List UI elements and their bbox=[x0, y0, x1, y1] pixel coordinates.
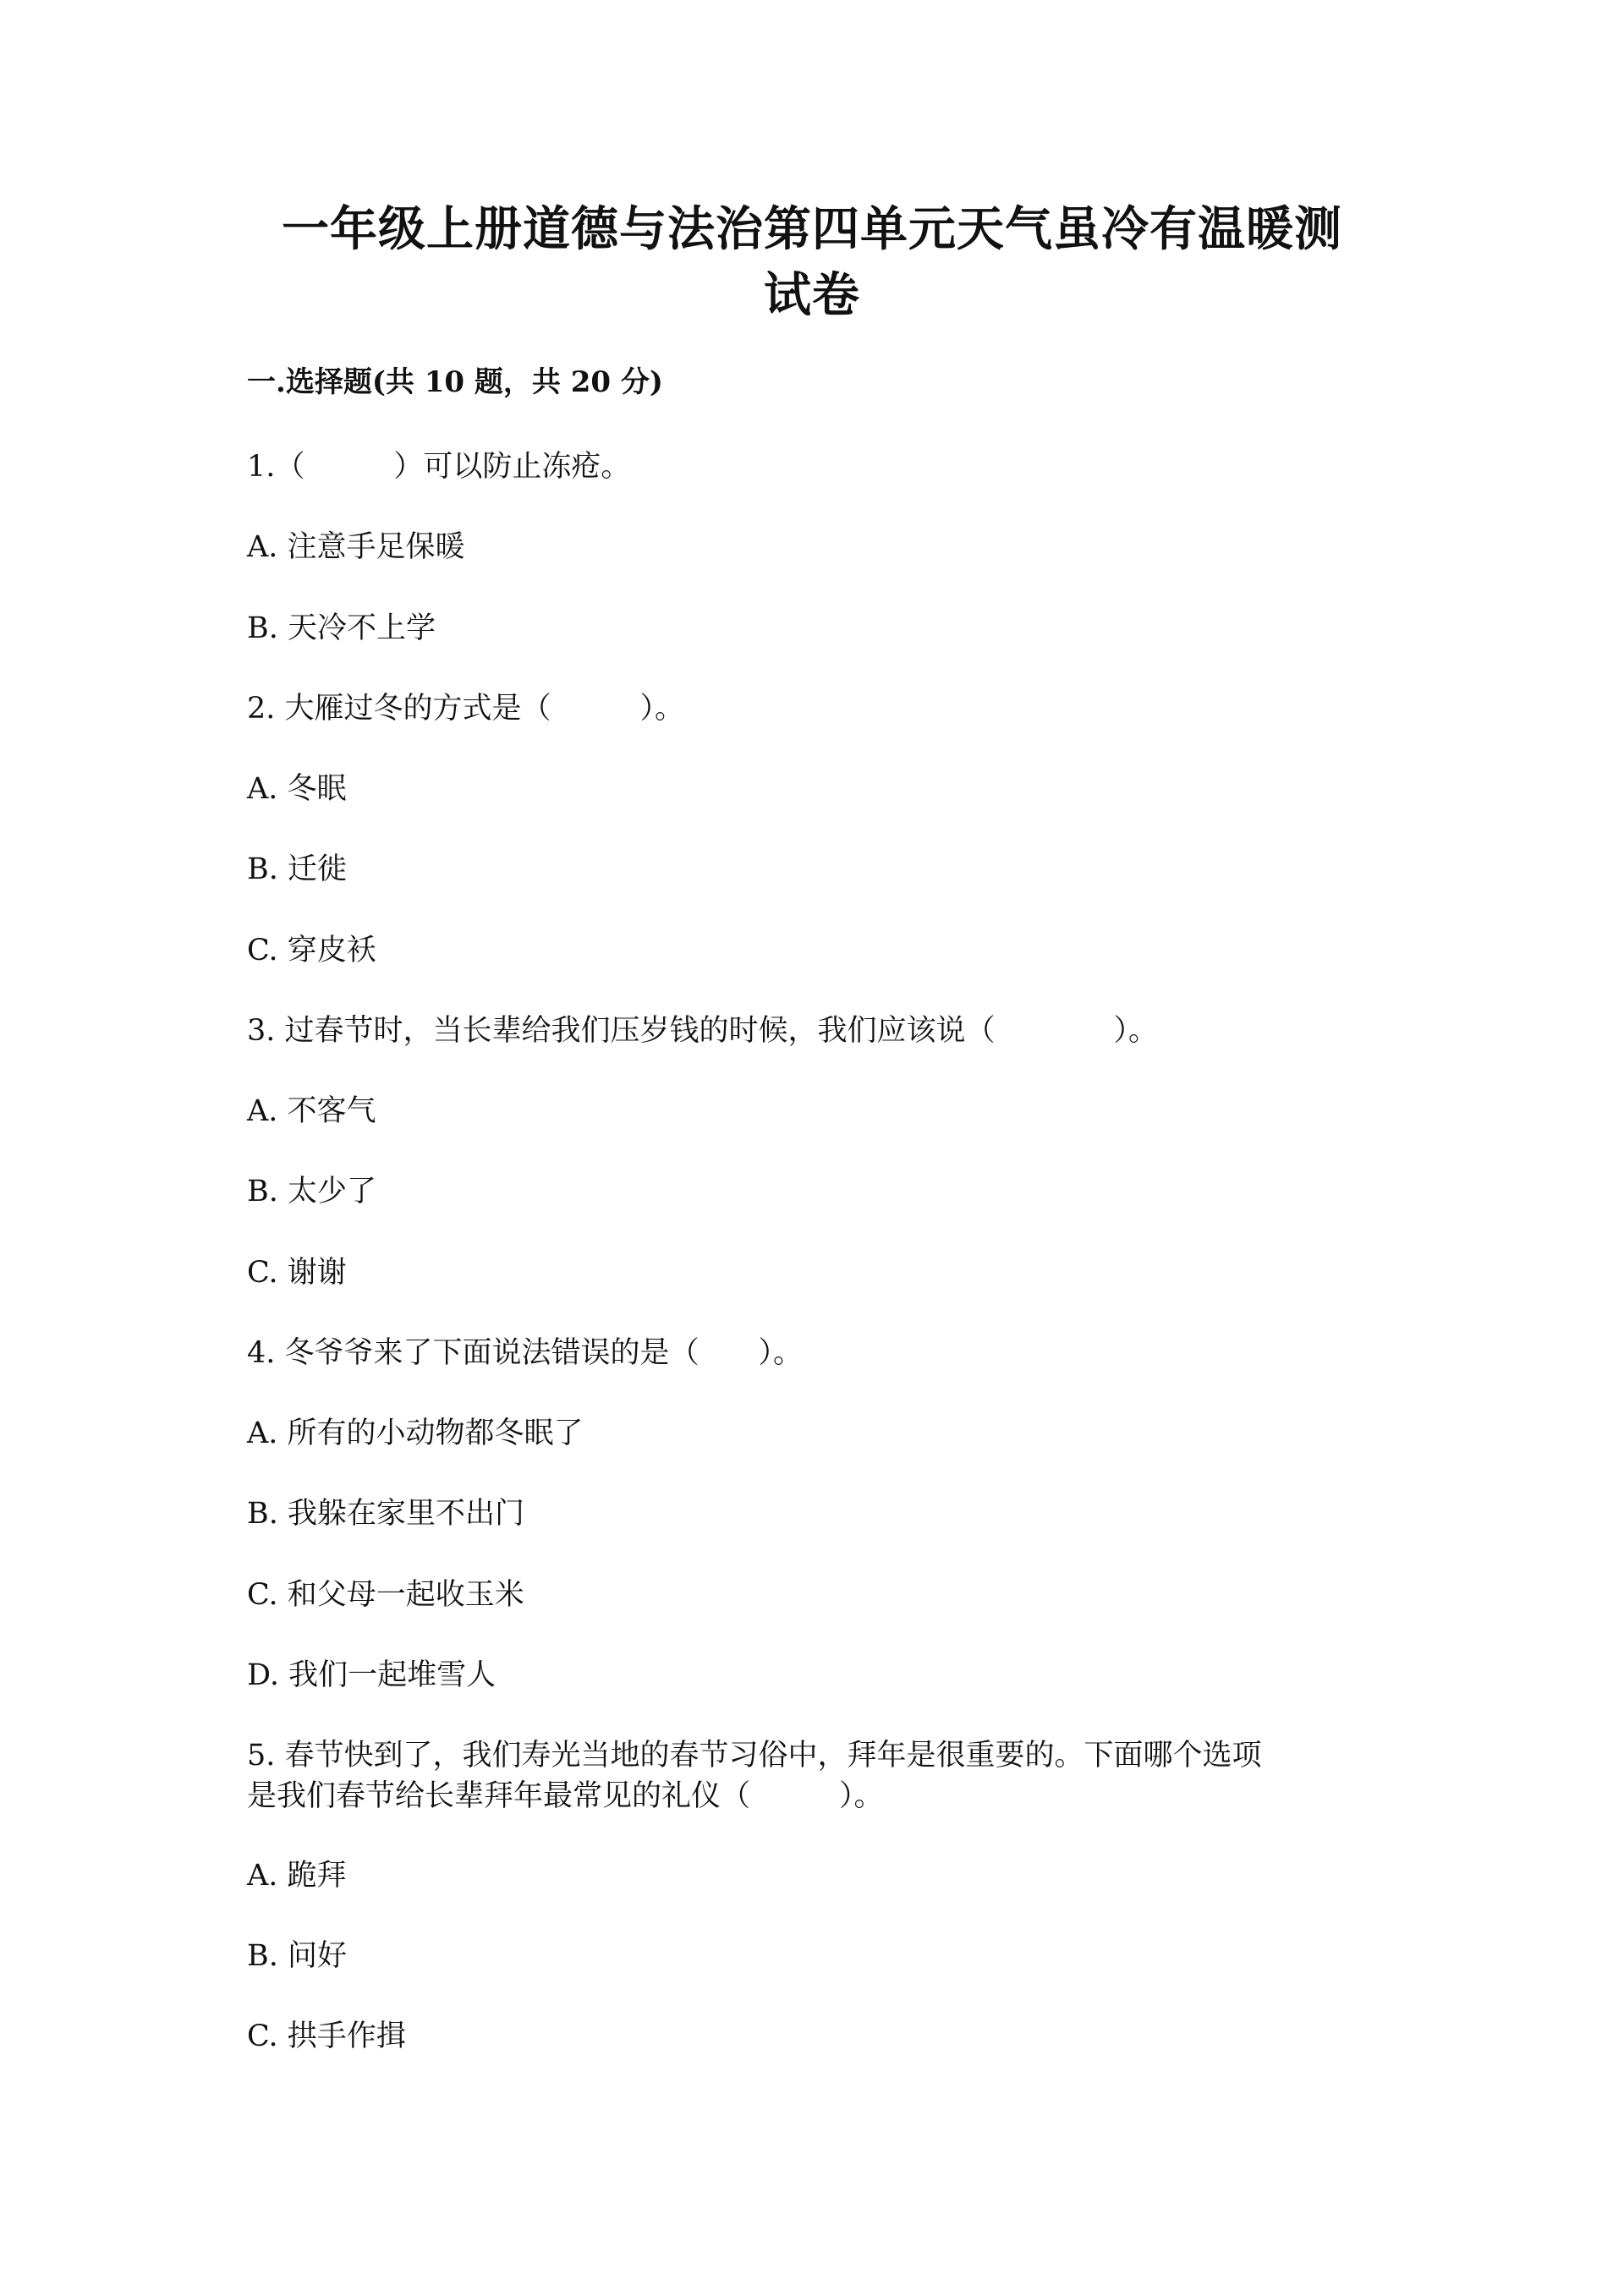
question-4-option-a: A. 所有的小动物都冬眠了 bbox=[247, 1417, 584, 1450]
question-2-option-b: B. 迁徙 bbox=[247, 852, 347, 886]
question-4-option-d: D. 我们一起堆雪人 bbox=[247, 1658, 497, 1692]
question-2-stem: 2. 大雁过冬的方式是（ ）。 bbox=[247, 692, 685, 726]
question-5-stem-line-1: 5. 春节快到了，我们寿光当地的春节习俗中，拜年是很重要的。下面哪个选项 bbox=[247, 1739, 1262, 1773]
section-heading: 一.选择题(共 10 题，共 20 分) bbox=[247, 365, 663, 399]
question-2-option-a: A. 冬眠 bbox=[247, 772, 347, 806]
question-5-option-a: A. 跪拜 bbox=[247, 1859, 347, 1893]
title-line-2: 试卷 bbox=[764, 267, 860, 323]
question-1-stem: 1.（ ）可以防止冻疮。 bbox=[247, 450, 631, 484]
question-3-option-c: C. 谢谢 bbox=[247, 1256, 347, 1290]
question-1-option-a: A. 注意手足保暖 bbox=[247, 530, 465, 564]
question-5-option-b: B. 问好 bbox=[247, 1939, 347, 1973]
question-5-option-c: C. 拱手作揖 bbox=[247, 2019, 406, 2053]
question-4-option-b: B. 我躲在家里不出门 bbox=[247, 1497, 524, 1531]
question-4-option-c: C. 和父母一起收玉米 bbox=[247, 1578, 524, 1612]
page-title bbox=[245, 196, 1379, 328]
question-3-option-b: B. 太少了 bbox=[247, 1175, 376, 1208]
question-5-stem-line-2: 是我们春节给长辈拜年最常见的礼仪（ ）。 bbox=[247, 1779, 884, 1813]
question-3-stem: 3. 过春节时，当长辈给我们压岁钱的时候，我们应该说（ ）。 bbox=[247, 1014, 1159, 1048]
question-3-option-a: A. 不客气 bbox=[247, 1094, 376, 1128]
question-4-stem: 4. 冬爷爷来了下面说法错误的是（ ）。 bbox=[247, 1336, 804, 1370]
question-1-option-b: B. 天冷不上学 bbox=[247, 611, 436, 645]
title-line-1: 一年级上册道德与法治第四单元天气虽冷有温暖测 bbox=[282, 201, 1342, 257]
question-2-option-c: C. 穿皮袄 bbox=[247, 934, 376, 967]
